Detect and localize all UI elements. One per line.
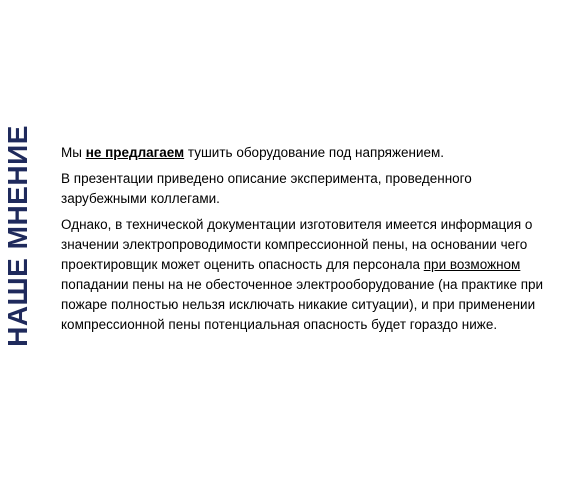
paragraph-3-start: Однако, в технической документации изготовителя имеется информация о значении электропроводимости компрессионной пены, на основании чего проектировщик может оценить опасность для персонала xyxy=(61,217,533,272)
paragraph-1-end: тушить оборудование под напряжением. xyxy=(184,145,445,160)
paragraph-1 xyxy=(61,143,551,163)
paragraph-1-start: Мы xyxy=(61,145,86,160)
side-title: НАШЕ МНЕНИЕ xyxy=(2,125,33,347)
paragraph-1-emphasis: не предлагаем xyxy=(85,145,185,160)
side-title-box xyxy=(0,118,36,354)
paragraph-3-underlined: при возможном xyxy=(423,257,521,272)
paragraph-3-end: попадании пены на не обесточенное электрооборудование (на практике при пожаре полностью нельзя исключать никакие ситуации), и при применении компрессионной пены потенциальная опасность будет гораздо ниже. xyxy=(61,277,544,332)
paragraph-2: В презентации приведено описание эксперимента, проведенного зарубежными коллегами. xyxy=(61,171,472,206)
slide-body xyxy=(61,143,551,341)
paragraph-3 xyxy=(61,215,551,335)
